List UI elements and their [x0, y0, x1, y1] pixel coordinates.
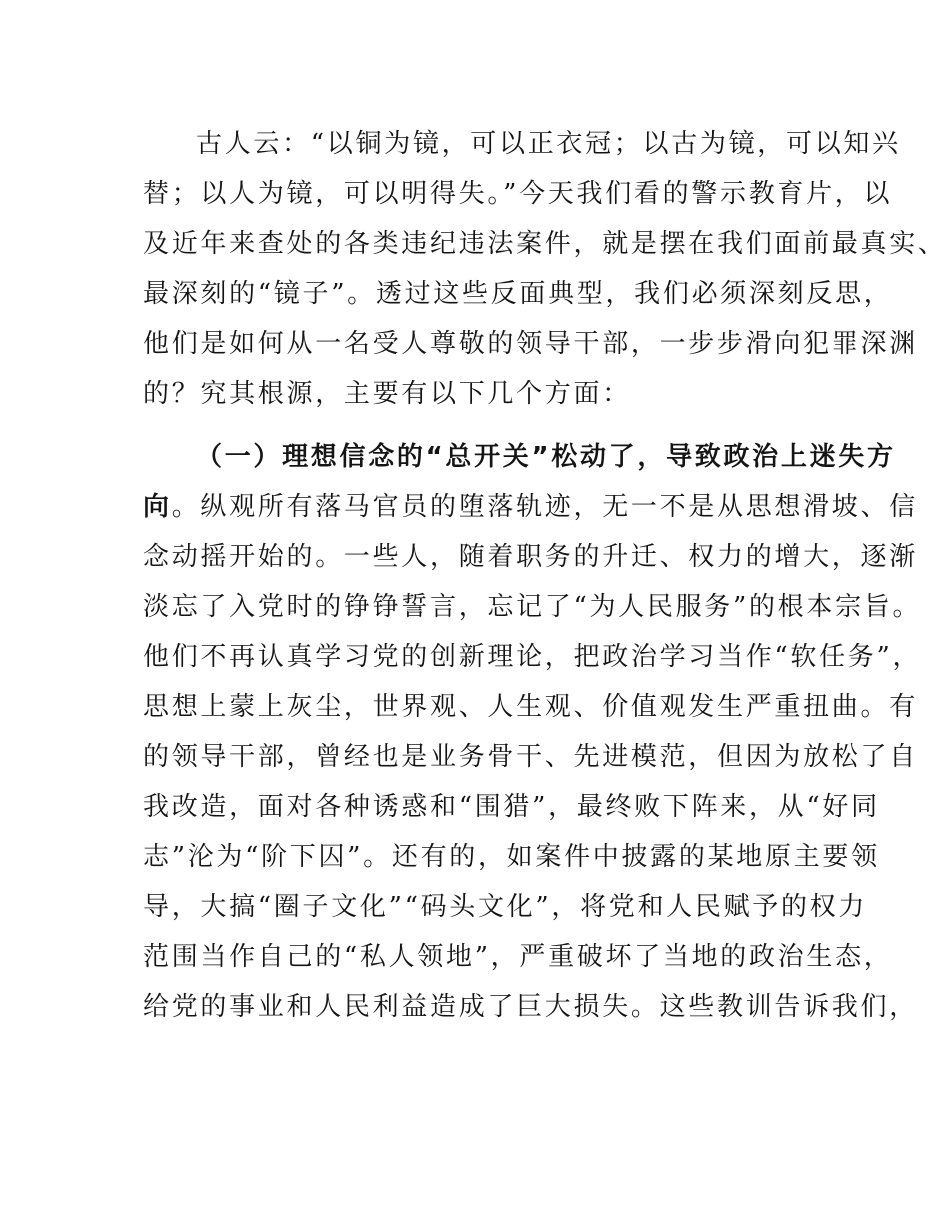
paragraph-2-line-3: 淡忘了入党时的铮铮誓言，忘记了“为人民服务”的根本宗旨。: [143, 592, 922, 622]
paragraph-1-line-1: 古人云：“以铜为镜，可以正衣冠；以古为镜，可以知兴: [196, 129, 901, 159]
paragraph-2-line-8: 志”沦为“阶下囚”。还有的，如案件中披露的某地原主要领: [143, 842, 880, 872]
paragraph-1-line-5: 他们是如何从一名受人尊敬的领导干部，一步步滑向犯罪深渊: [143, 329, 918, 359]
paragraph-2-line-2: 念动摇开始的。一些人，随着职务的升迁、权力的增大，逐渐: [143, 542, 918, 572]
paragraph-1-line-2: 替；以人为镜，可以明得失。”今天我们看的警示教育片，以: [143, 179, 893, 209]
section-heading-1-end: 向: [143, 492, 172, 522]
paragraph-2-line-5: 思想上蒙上灰尘，世界观、人生观、价值观发生严重扭曲。有: [143, 692, 918, 722]
paragraph-2-line-1: [143, 490, 918, 524]
paragraph-2-line-6: 的领导干部，曾经也是业务骨干、先进模范，但因为放松了自: [143, 742, 918, 772]
paragraph-2-line-7: 我改造，面对各种诱惑和“围猎”，最终败下阵来，从“好同: [143, 792, 880, 822]
paragraph-1-line-6: 的？究其根源，主要有以下几个方面：: [143, 379, 631, 409]
paragraph-1-line-3: 及近年来查处的各类违纪违法案件，就是摆在我们面前最真实、: [143, 229, 947, 259]
paragraph-2-line-4: 他们不再认真学习党的创新理论，把政治学习当作“软任务”，: [143, 642, 922, 672]
paragraph-1-line-4: 最深刻的“镜子”。透过这些反面典型，我们必须深刻反思，: [143, 279, 893, 309]
paragraph-2-line-11: 给党的事业和人民利益造成了巨大损失。这些教训告诉我们，: [143, 992, 918, 1022]
paragraph-2-line-9: 导，大搞“圈子文化”“码头文化”，将党和人民赋予的权力: [143, 892, 868, 922]
paragraph-2-line-1-text: 。纵观所有落马官员的堕落轨迹，无一不是从思想滑坡、信: [171, 492, 918, 522]
section-heading-1: （一）理想信念的“总开关”松动了，导致政治上迷失方: [196, 442, 896, 472]
paragraph-2-line-10: 范围当作自己的“私人领地”，严重破坏了当地的政治生态，: [143, 942, 893, 972]
